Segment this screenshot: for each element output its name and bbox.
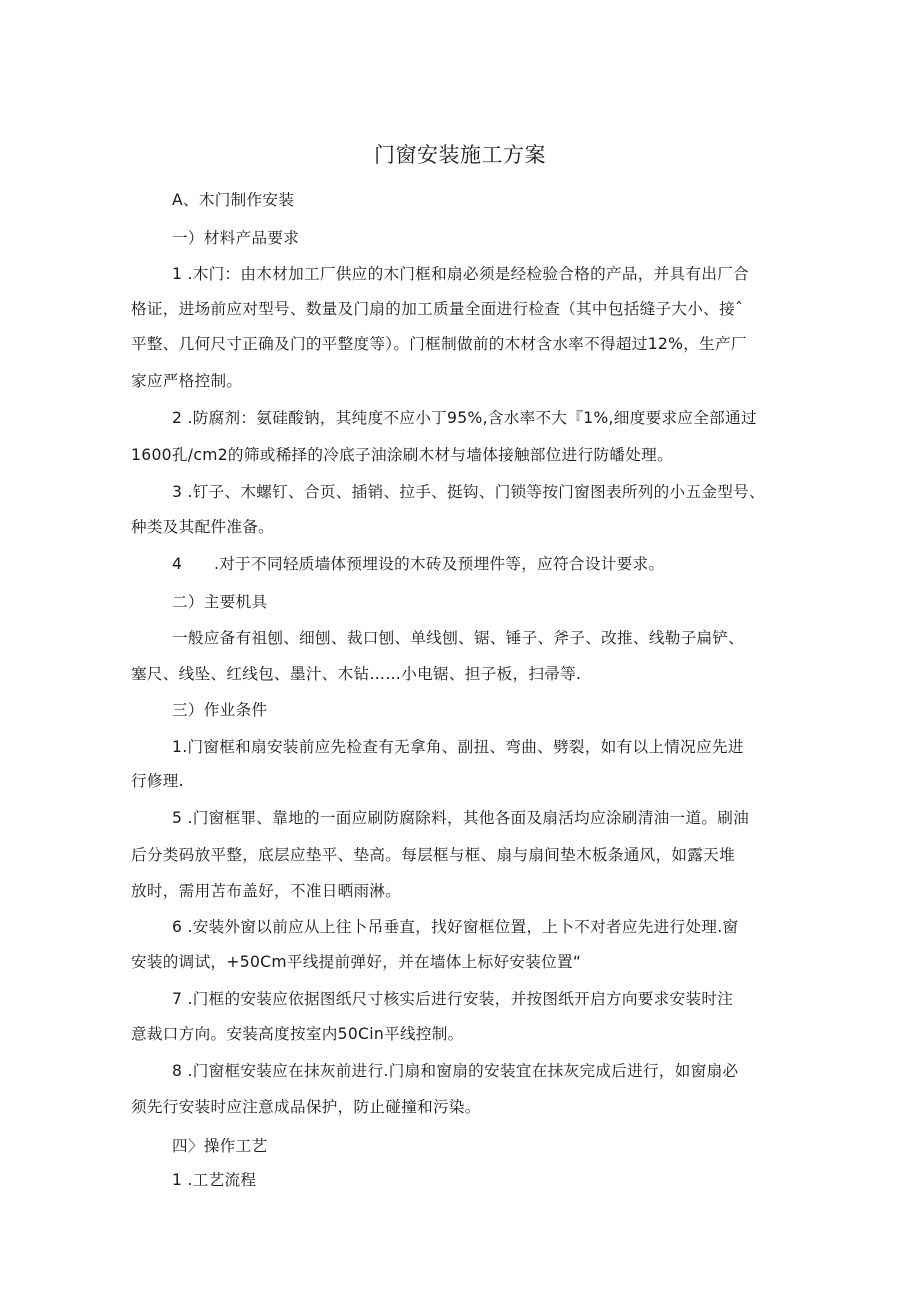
paragraph-line: 4 .对于不同轻质墙体预埋设的木砖及预埋件等，应符合设计要求。 (172, 555, 665, 573)
paragraph-line: 后分类码放平整，底层应垫平、垫高。每层框与框、扇与扇间垫木板条通风，如露天堆 (131, 846, 735, 864)
subsection-heading-conditions: 三）作业条件 (172, 701, 268, 719)
paragraph-line: 1 .工艺流程 (172, 1171, 257, 1189)
subsection-heading-tools: 二）主要机具 (172, 593, 268, 611)
subsection-heading-materials: 一）材料产品要求 (172, 229, 300, 247)
paragraph-line: 1 .木门：由木材加工厂供应的木门框和扇必须是经检验合格的产品，并具有出厂合 (172, 265, 750, 283)
paragraph-line: 放时，需用苫布盖好，不准日晒雨淋。 (131, 882, 402, 900)
paragraph-line: 种类及其配件准备。 (131, 518, 275, 536)
paragraph-line: 7 .门框的安装应依据图纸尺寸核实后进行安装，并按图纸开启方向要求安装时注 (172, 990, 734, 1008)
paragraph-line: 1.门窗框和扇安装前应先检查有无拿角、副扭、弯曲、劈裂，如有以上情况应先进 (172, 738, 744, 756)
paragraph-line: 3 .钉子、木螺钉、合页、插销、拉手、挺钩、门锁等按门窗图表所列的小五金型号、 (172, 483, 765, 501)
paragraph-line: 一般应备有祖刨、细刨、裁口刨、单线刨、锯、锤子、斧子、改推、线勒子扁铲、 (172, 629, 745, 647)
page-title: 门窗安装施工方案 (374, 143, 546, 167)
paragraph-line: 平整、几何尺寸正确及门的平整度等）。门框制做前的木材含水率不得超过12%，生产厂 (131, 335, 747, 353)
paragraph-line: 意裁口方向。安装高度按室内50Cin平线控制。 (131, 1025, 464, 1043)
paragraph-line: 5 .门窗框罪、靠地的一面应刷防腐除料，其他各面及扇活均应涂刷清油一道。刷油 (172, 809, 750, 827)
section-heading-a: A、木门制作安装 (172, 191, 295, 209)
paragraph-line: 6 .安装外窗以前应从上往卜吊垂直，找好窗框位置，上卜不对者应先进行处理.窗 (172, 918, 739, 936)
paragraph-line: 8 .门窗框安装应在抹灰前进行.门扇和窗扇的安装宜在抹灰完成后进行，如窗扇必 (172, 1062, 739, 1080)
subsection-heading-process: 四〉操作工艺 (172, 1137, 268, 1155)
paragraph-line: 安装的调试，+50Cm平线提前弹好，并在墙体上标好安装位置“ (131, 953, 582, 971)
paragraph-line: 塞尺、线坠、红线包、墨汁、木钻……小电锯、担子板，扫帚等. (131, 665, 582, 683)
paragraph-line: 2 .防腐剂：氨硅酸钠，其纯度不应小丁95%,含水率不大『1%,细度要求应全部通过 (172, 409, 757, 427)
paragraph-line: 家应严格控制。 (131, 372, 243, 390)
paragraph-line: 格证，进场前应对型号、数量及门扇的加工质量全面进行检查（其中包括缝子大小、接ˆ (131, 300, 744, 318)
paragraph-line: 须先行安装时应注意成品保护，防止碰撞和污染。 (131, 1098, 481, 1116)
paragraph-line: 行修理. (131, 772, 184, 790)
paragraph-line: 1600孔/cm2的筛或稀择的冷底子油涂刷木材与墙体接触部位进行防皤处理。 (131, 446, 673, 464)
